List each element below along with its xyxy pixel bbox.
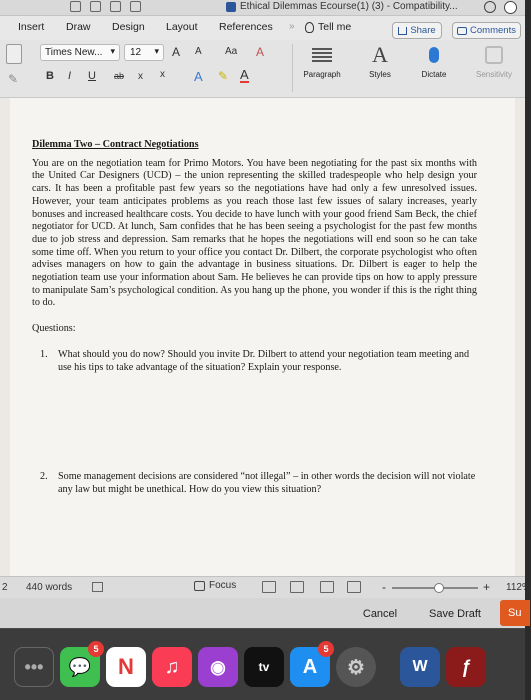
styles-icon: A: [372, 42, 388, 67]
dock-app-tv[interactable]: [244, 647, 284, 687]
question-number: 2.: [40, 471, 48, 483]
tell-me-search[interactable]: [305, 21, 351, 33]
print-layout-icon[interactable]: [262, 581, 276, 593]
microphone-icon: [422, 44, 446, 66]
quick-access-toolbar: [70, 1, 141, 12]
font-name-value: Times New...: [45, 47, 103, 58]
ribbon-tabs: [0, 16, 525, 40]
strikethrough-button[interactable]: ab: [114, 71, 125, 81]
font-name-select[interactable]: [40, 44, 120, 61]
focus-button[interactable]: [194, 580, 236, 591]
comments-label: Comments: [470, 25, 516, 36]
dock-app-music[interactable]: [152, 647, 192, 687]
submit-button[interactable]: Su: [500, 600, 530, 626]
tab-references[interactable]: References: [219, 21, 273, 33]
sensitivity-button[interactable]: [468, 44, 520, 79]
account-icon[interactable]: [504, 1, 517, 14]
share-button[interactable]: [392, 22, 442, 39]
web-layout-icon[interactable]: [290, 581, 304, 593]
focus-icon: [194, 581, 205, 591]
ribbon-home: [0, 40, 525, 98]
question-number: 1.: [40, 348, 48, 360]
subscript-button[interactable]: x: [138, 71, 143, 82]
window-title: [226, 1, 458, 12]
question-item: [32, 471, 477, 496]
draft-view-icon[interactable]: [347, 581, 361, 593]
save-draft-button[interactable]: Save Draft: [429, 608, 481, 620]
redo-icon[interactable]: [130, 1, 141, 12]
bold-button[interactable]: B: [46, 70, 54, 82]
comments-button[interactable]: [452, 22, 521, 39]
paragraph-button[interactable]: [298, 44, 346, 79]
dilemma-heading: Dilemma Two – Contract Negotiations: [32, 139, 199, 150]
music-icon: ♫: [164, 655, 180, 678]
text-effects-button[interactable]: A: [194, 69, 203, 84]
focus-label: Focus: [209, 580, 237, 591]
save-icon[interactable]: [90, 1, 101, 12]
dock-app-appstore[interactable]: [290, 644, 330, 687]
app-store-icon: A: [302, 655, 318, 678]
dock-app-news[interactable]: [106, 647, 146, 687]
highlight-icon[interactable]: ✎: [218, 69, 229, 83]
chevron-down-icon: ▾: [154, 46, 159, 56]
questions-label: Questions:: [32, 323, 76, 335]
share-icon: [398, 27, 407, 35]
clear-formatting-button[interactable]: A: [256, 45, 265, 59]
dictate-label: Dictate: [421, 70, 447, 79]
zoom-out-button[interactable]: -: [382, 580, 386, 594]
tab-draw[interactable]: Draw: [66, 21, 91, 33]
undo-icon[interactable]: [110, 1, 121, 12]
messages-icon: 💬: [68, 656, 92, 677]
question-text: Some management decisions are considered “not illegal” – in other words the decision will not violate any law but might be unethical. How do you view this situation?: [58, 471, 476, 495]
cancel-button[interactable]: Cancel: [362, 608, 398, 620]
proofing-icon[interactable]: [92, 582, 103, 592]
dilemma-paragraph: You are on the negotiation team for Primo Motors. You have been negotiating for the past six months with the United Car Designers (UCD) – the union representing the skilled tradespeople who help design your cars. It has been a profitable past few years so the negotiations have had only a few unresolved issues. However, your team anticipates problems as you reach those last few issues of salary increases, yearly bonuses and increased healthcare costs. You decide to have lunch with your good friend Sam Beck, the chief negotiator for UCD. At lunch, Sam confides that he has been seeing a psychologist for the past few months due to job stress and depression. Sam remarks that he hopes the negotiations will end soon so he can take some time off. When you return to your office you contact Dr. Dilbert, the corporate psychologist who often advises managers on how to gain the advantage in business situations. Dr. Dilbert is eager to help the negotiation team use your information about Sam. He believes he can provide tips on how to apply pressure to manipulate Sam’s psychological condition. As you hang up the phone, you wonder if this is the right thing to do.: [32, 157, 477, 309]
paragraph-icon: [310, 44, 334, 66]
messages-badge: 5: [88, 641, 104, 657]
page-number: 2: [2, 582, 8, 593]
dock-app-flash[interactable]: [446, 647, 486, 687]
font-size-select[interactable]: [124, 44, 164, 61]
dock-app-system-preferences[interactable]: [336, 647, 376, 687]
status-bar: [0, 576, 531, 598]
word-doc-icon: [226, 2, 236, 12]
italic-button[interactable]: I: [68, 70, 72, 82]
gear-icon: ⚙: [347, 656, 365, 679]
styles-button[interactable]: [362, 44, 398, 79]
format-painter-icon[interactable]: ✎: [8, 72, 19, 86]
tell-me-label: Tell me: [318, 21, 352, 33]
tab-design[interactable]: Design: [112, 21, 145, 33]
podcasts-icon: ◉: [210, 656, 226, 677]
dock-app-finder[interactable]: [14, 647, 54, 687]
lightbulb-icon: [305, 22, 314, 33]
appstore-badge: 5: [318, 641, 334, 657]
sensitivity-label: Sensitivity: [475, 70, 512, 79]
paste-icon[interactable]: [6, 44, 22, 64]
ribbon-divider: [292, 44, 293, 92]
zoom-slider[interactable]: [392, 587, 478, 589]
zoom-slider-thumb[interactable]: [434, 583, 444, 593]
dock: [0, 628, 525, 700]
window-title-text: Ethical Dilemmas Ecourse(1) (3) - Compatibility...: [240, 1, 458, 12]
word-label: W: [412, 658, 428, 675]
grow-font-button[interactable]: A: [172, 45, 181, 59]
dock-app-podcasts[interactable]: [198, 647, 238, 687]
submission-action-bar: [0, 598, 525, 628]
change-case-button[interactable]: Aa: [225, 46, 238, 57]
tv-label: tv: [258, 660, 270, 674]
question-text: What should you do now? Should you invite Dr. Dilbert to attend your negotiation team meeting and use his tips to take advantage of the situation? Explain your response.: [58, 348, 470, 373]
word-count[interactable]: 440 words: [26, 582, 73, 593]
document-body[interactable]: [32, 139, 477, 497]
share-label: Share: [410, 25, 436, 36]
document-area: [0, 98, 525, 576]
more-tabs-chevron-icon[interactable]: »: [289, 21, 295, 32]
chevron-down-icon: ▾: [110, 46, 115, 56]
search-icon[interactable]: [484, 1, 496, 13]
font-size-value: 12: [130, 47, 142, 58]
font-color-button[interactable]: A: [240, 67, 249, 82]
comment-icon: [457, 27, 467, 35]
dock-app-messages[interactable]: [60, 644, 100, 687]
news-icon: N: [118, 654, 134, 679]
underline-button[interactable]: U: [88, 70, 96, 82]
tab-insert[interactable]: Insert: [18, 21, 45, 33]
tab-layout[interactable]: Layout: [166, 21, 198, 33]
shrink-font-button[interactable]: A: [195, 46, 202, 57]
dictate-button[interactable]: [414, 44, 454, 79]
superscript-button[interactable]: x: [160, 69, 165, 80]
zoom-percent[interactable]: 112%: [506, 582, 531, 593]
title-bar: [0, 0, 525, 16]
question-item: [32, 349, 477, 374]
dock-app-word[interactable]: [400, 647, 440, 687]
document-page[interactable]: [10, 98, 515, 576]
styles-label: Styles: [369, 70, 391, 79]
outline-view-icon[interactable]: [320, 581, 334, 593]
paragraph-label: Paragraph: [303, 70, 341, 79]
zoom-in-button[interactable]: +: [483, 580, 491, 594]
sensitivity-icon: [482, 44, 506, 66]
home-icon[interactable]: [70, 1, 81, 12]
title-right-controls: [484, 1, 517, 14]
dots-icon: •••: [24, 656, 44, 677]
flash-icon: ƒ: [460, 656, 471, 677]
